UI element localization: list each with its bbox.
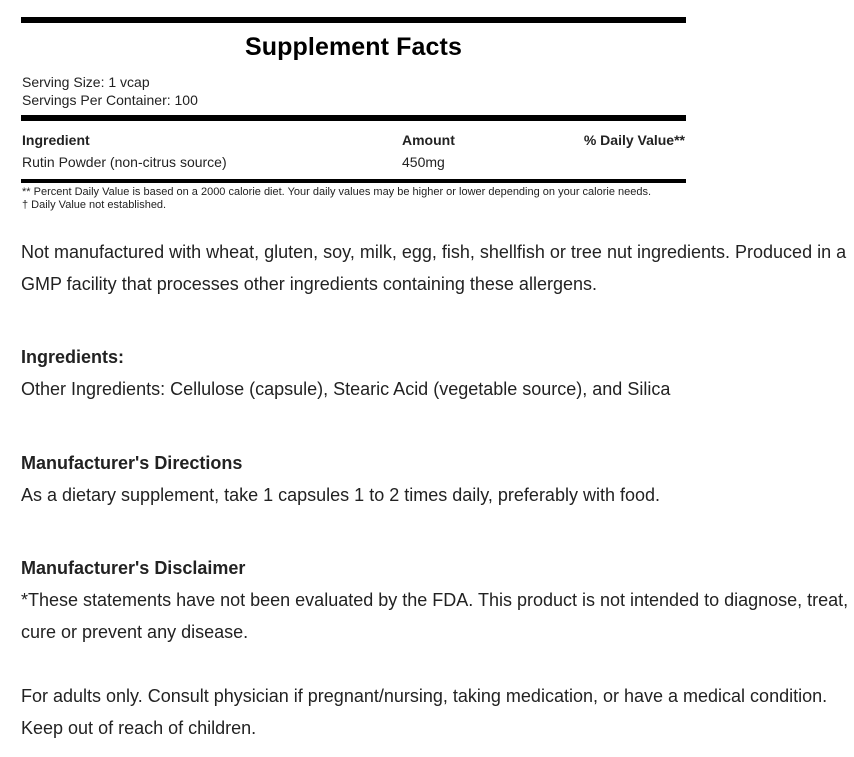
header-ingredient: Ingredient [22,132,90,148]
warning-statement: For adults only. Consult physician if pregnant/nursing, taking medication, or have a medical condition. Keep out of reach of children. [21,686,828,738]
row-ingredient: Rutin Powder (non-citrus source) [22,154,227,170]
thick-rule [21,115,686,121]
header-amount: Amount [402,132,455,148]
servings-per-container: Servings Per Container: 100 [22,92,198,108]
serving-size: Serving Size: 1 vcap [22,74,150,90]
ingredients-heading: Ingredients: [21,347,125,367]
footnotes [21,186,686,212]
row-amount: 450mg [402,154,445,170]
header-daily-value: % Daily Value** [583,132,685,148]
ingredients-text: Other Ingredients: Cellulose (capsule), Stearic Acid (vegetable source), and Silica [21,379,671,399]
bottom-rule [21,179,686,183]
footnote-daily-value: ** Percent Daily Value is based on a 2000 calorie diet. Your daily values may be higher or lower depending on your calorie needs. [22,186,652,198]
table-row [21,151,686,173]
supplement-facts-title: Supplement Facts [245,33,462,61]
disclaimer-heading: Manufacturer's Disclaimer [21,558,246,578]
supplement-facts-panel [21,17,686,212]
disclaimer-text: *These statements have not been evaluated by the FDA. This product is not intended to diagnose, treat, cure or prevent any disease. [21,590,849,642]
allergen-statement: Not manufactured with wheat, gluten, soy, milk, egg, fish, shellfish or tree nut ingredients. Produced in a GMP facility that processes other ingredients containing these allergens. [21,242,847,294]
serving-info [21,73,686,109]
facts-table-header [21,129,686,151]
directions-text: As a dietary supplement, take 1 capsules 1 to 2 times daily, preferably with food. [21,485,660,505]
directions-heading: Manufacturer's Directions [21,453,243,473]
footnote-not-established: † Daily Value not established. [22,199,167,211]
top-rule [21,17,686,23]
